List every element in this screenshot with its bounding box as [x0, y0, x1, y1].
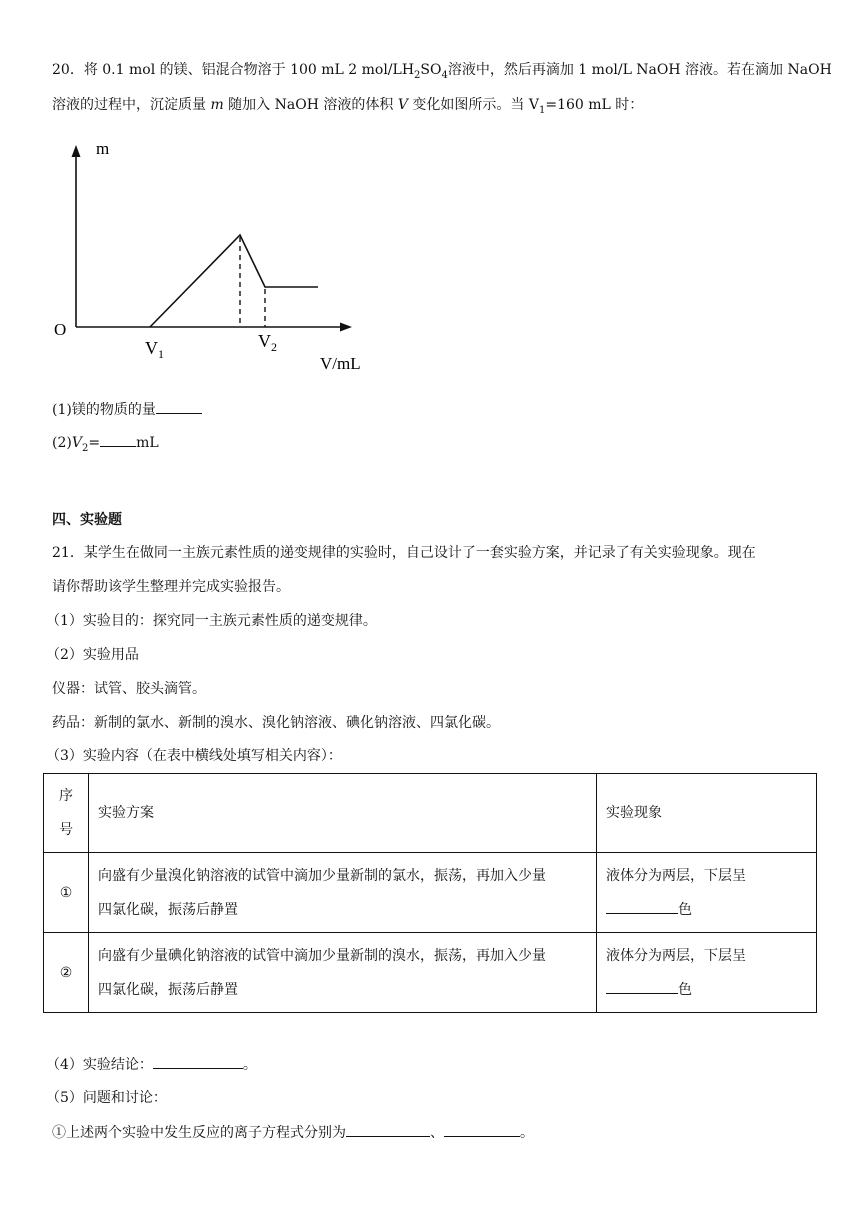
- q20-text: SO: [420, 62, 442, 78]
- phenomenon-text: 色: [678, 901, 692, 918]
- q21-instruments: 仪器：试管、胶头滴管。: [52, 681, 206, 697]
- q20-line-1: [52, 60, 832, 86]
- subscript: 4: [441, 69, 448, 81]
- q20-text: 随加入 NaOH 溶液的体积: [223, 97, 398, 113]
- phenomenon-text: 液体分为两层，下层呈: [606, 867, 746, 884]
- q20-line-2: [52, 95, 643, 121]
- y-axis-arrow: [72, 145, 81, 157]
- header-phenomenon: 实验现象: [597, 774, 817, 853]
- experiment-table: [43, 773, 817, 1013]
- q21-item-4: [46, 1054, 257, 1075]
- answer-blank[interactable]: [346, 1122, 430, 1137]
- q20-sub2-text: (2): [52, 435, 72, 451]
- q20-sub-1: [52, 399, 202, 420]
- answer-blank[interactable]: [606, 899, 678, 914]
- row-number: ②: [44, 933, 89, 1013]
- var-v: V: [71, 435, 82, 451]
- item5-text: ①上述两个实验中发生反应的离子方程式分别为: [52, 1125, 346, 1141]
- q20-text: 变化如图所示。当 V: [407, 97, 539, 113]
- phenomenon-text: 液体分为两层，下层呈: [606, 947, 746, 964]
- q21-item-2: （2）实验用品: [46, 647, 139, 663]
- header-text: 号: [59, 822, 73, 838]
- header-text: 序: [59, 788, 73, 804]
- phenomenon-text: 色: [678, 981, 692, 998]
- subscript: 2: [81, 442, 89, 454]
- answer-blank[interactable]: [153, 1054, 243, 1069]
- series-line: [150, 235, 318, 327]
- x-axis-label: V/mL: [320, 354, 361, 373]
- q20-sub1-text: (1)镁的物质的量: [52, 402, 156, 418]
- precipitate-graph: [50, 135, 380, 380]
- subscript: 2: [414, 69, 421, 81]
- q21-reagents: 药品：新制的氯水、新制的溴水、溴化钠溶液、碘化钠溶液、四氯化碳。: [52, 715, 500, 731]
- row-plan: [89, 933, 597, 1013]
- plan-text: 向盛有少量溴化钠溶液的试管中滴加少量新制的氯水，振荡，再加入少量: [98, 867, 546, 884]
- q21-item-3: （3）实验内容（在表中横线处填写相关内容）：: [46, 748, 342, 764]
- q20-text: 溶液中，然后再滴加 1 mol/L NaOH 溶液。若在滴加 NaOH: [447, 62, 832, 78]
- item5-text: 。: [520, 1125, 534, 1141]
- y-axis-label: m: [96, 139, 110, 158]
- header-number: [44, 774, 89, 853]
- plan-text: 四氯化碳，振荡后静置: [98, 981, 238, 998]
- q21-intro-1: 21．某学生在做同一主族元素性质的递变规律的实验时，自己设计了一套实验方案，并记录了有关实验现象。现在: [52, 545, 756, 561]
- tick-label-v2: $V_2$: [258, 331, 277, 354]
- table-row: [44, 933, 817, 1013]
- var-v: V: [397, 97, 408, 113]
- q20-number: 20．: [52, 62, 84, 78]
- item4-text: （4）实验结论：: [46, 1057, 153, 1073]
- plan-text: 四氯化碳，振荡后静置: [98, 901, 238, 918]
- row-phenomenon: [597, 933, 817, 1013]
- tick-label-v1: $V_1$: [145, 338, 164, 361]
- q21-item-5-1: [52, 1122, 534, 1143]
- plan-text: 向盛有少量碘化钠溶液的试管中滴加少量新制的溴水，振荡，再加入少量: [98, 947, 546, 964]
- row-phenomenon: [597, 853, 817, 933]
- section-title: 四、实验题: [52, 512, 122, 528]
- q20-text: 将 0.1 mol 的镁、铝混合物溶于 100 mL 2 mol/LH: [83, 62, 415, 78]
- table-row: [44, 853, 817, 933]
- answer-blank[interactable]: [444, 1122, 520, 1137]
- q20-sub-2: [52, 432, 159, 459]
- q20-sub2-text: =: [88, 435, 101, 451]
- q20-text: 溶液的过程中，沉淀质量: [52, 97, 211, 113]
- row-plan: [89, 853, 597, 933]
- origin-label: O: [54, 320, 67, 339]
- row-number: ①: [44, 853, 89, 933]
- answer-blank[interactable]: [606, 979, 678, 994]
- x-axis-arrow: [340, 323, 352, 332]
- table-header-row: [44, 774, 817, 853]
- subscript: 1: [538, 104, 546, 116]
- answer-blank[interactable]: [100, 432, 136, 447]
- item5-text: 、: [430, 1125, 444, 1141]
- q20-text: =160 mL 时：: [545, 97, 644, 113]
- unit: mL: [136, 435, 159, 451]
- header-plan: 实验方案: [89, 774, 597, 853]
- q21-item-5: （5）问题和讨论：: [46, 1090, 167, 1106]
- answer-blank[interactable]: [156, 399, 202, 414]
- item4-text: 。: [242, 1057, 257, 1073]
- q21-item-1: （1）实验目的：探究同一主族元素性质的递变规律。: [46, 613, 377, 629]
- var-m: m: [210, 97, 224, 113]
- q21-intro-2: 请你帮助该学生整理并完成实验报告。: [52, 579, 290, 595]
